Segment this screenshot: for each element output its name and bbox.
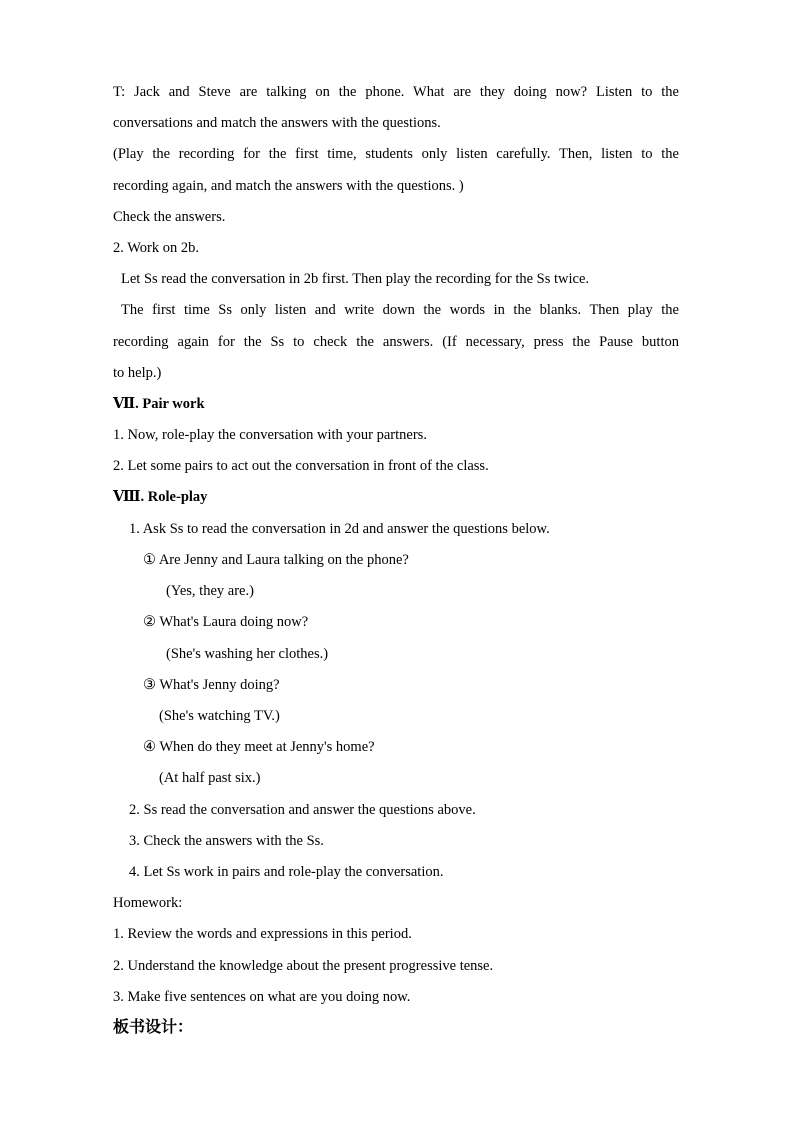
paragraph-line: Let Ss read the conversation in 2b first. Then play the recording for the Ss twice. (121, 271, 590, 287)
paragraph-line: Check the answers. (113, 209, 226, 225)
homework-item: 3. Make five sentences on what are you doing now. (113, 989, 411, 1005)
homework-item: 2. Understand the knowledge about the present progressive tense. (113, 958, 494, 974)
paragraph-line: T: Jack and Steve are talking on the phone. What are they doing now? Listen to the (113, 84, 679, 100)
step-heading: 2. Work on 2b. (113, 240, 199, 256)
answer-item: (At half past six.) (159, 770, 261, 786)
paragraph-line: The first time Ss only listen and write down the words in the blanks. Then play the (121, 302, 679, 318)
answer-item: (She's watching TV.) (159, 708, 280, 724)
homework-item: 1. Review the words and expressions in this period. (113, 926, 412, 942)
list-item: 1. Now, role-play the conversation with your partners. (113, 427, 427, 443)
answer-item: (She's washing her clothes.) (166, 646, 329, 662)
homework-heading: Homework: (113, 895, 183, 911)
list-item: 1. Ask Ss to read the conversation in 2d and answer the questions below. (129, 521, 550, 537)
question-item: ④ When do they meet at Jenny's home? (143, 739, 375, 755)
list-item: 2. Ss read the conversation and answer the questions above. (129, 802, 476, 818)
paragraph-line: recording again, and match the answers with the questions. ) (113, 178, 464, 194)
question-item: ② What's Laura doing now? (143, 614, 309, 630)
list-item: 2. Let some pairs to act out the conversation in front of the class. (113, 458, 489, 474)
section-heading-role-play: Ⅷ. Role-play (113, 489, 208, 505)
blackboard-design-heading: 板书设计： (113, 1017, 194, 1036)
list-item: 4. Let Ss work in pairs and role-play the conversation. (129, 864, 444, 880)
question-item: ③ What's Jenny doing? (143, 677, 280, 693)
paragraph-line: (Play the recording for the first time, students only listen carefully. Then, listen to the (113, 146, 679, 162)
paragraph-line: conversations and match the answers with the questions. (113, 115, 441, 131)
list-item: 3. Check the answers with the Ss. (129, 833, 324, 849)
paragraph-line: recording again for the Ss to check the answers. (If necessary, press the Pause button (113, 334, 679, 350)
answer-item: (Yes, they are.) (166, 583, 254, 599)
paragraph-line: to help.) (113, 365, 162, 381)
question-item: ① Are Jenny and Laura talking on the phone? (143, 552, 409, 568)
section-heading-pair-work: Ⅶ. Pair work (113, 396, 205, 412)
